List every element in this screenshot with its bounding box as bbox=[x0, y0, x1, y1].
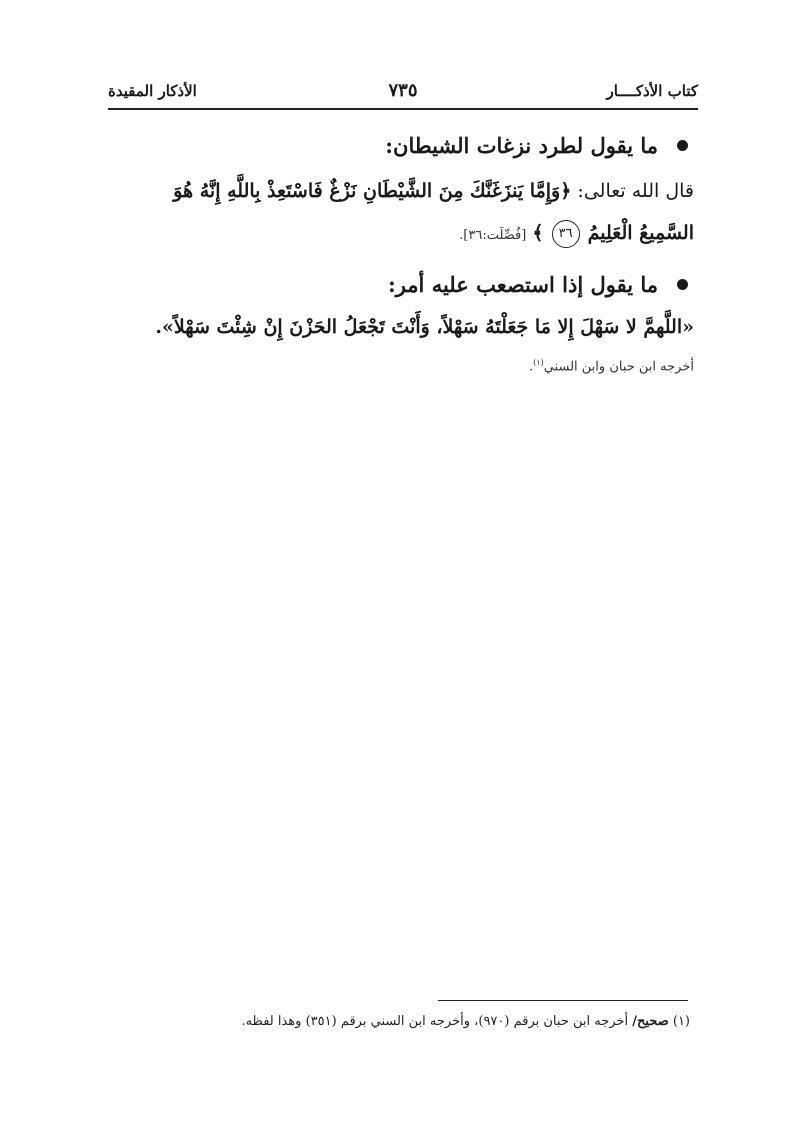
verse-text: ﴿وَإِمَّا يَنزَغَنَّكَ مِنَ الشَّيْطَانِ نَزْغٌ فَاسْتَعِذْ بِاللَّهِ إِنَّهُ هُوَ السَّمِيعُ الْعَلِيمُ bbox=[173, 180, 694, 244]
verse-close-bracket: ﴾ bbox=[532, 222, 544, 244]
page-content bbox=[112, 128, 694, 381]
footnote-grade: صحيح/ bbox=[632, 1014, 669, 1029]
section-heading-difficulty bbox=[112, 267, 694, 303]
source-text: أخرجه ابن حبان وابن السني bbox=[543, 359, 694, 375]
verse-reference: [فُصِّلَت:٣٦]. bbox=[459, 228, 527, 243]
dua-text: «اللَّهمَّ لا سَهْلَ إِلا مَا جَعَلْتَهُ سَهْلاً، وَأَنْتَ تَجْعَلُ الحَزْنَ إِنْ شِئْتَ سَهْلاً». bbox=[155, 316, 694, 338]
book-title: كتاب الأذكــــار bbox=[606, 82, 698, 100]
page-number: ٧٣٥ bbox=[388, 80, 418, 101]
running-header bbox=[108, 80, 698, 106]
footnote bbox=[190, 1014, 690, 1029]
bullet-icon bbox=[677, 279, 688, 290]
header-divider bbox=[108, 108, 698, 110]
quran-verse-paragraph bbox=[112, 170, 694, 257]
ayah-number-icon: ٣٦ bbox=[552, 220, 580, 248]
footnote-divider bbox=[438, 1000, 688, 1001]
section-heading-text: ما يقول لطرد نزغات الشيطان: bbox=[385, 133, 658, 158]
bullet-icon bbox=[677, 140, 688, 151]
verse-intro: قال الله تعالى: bbox=[577, 180, 694, 202]
chapter-title: الأذكار المقيدة bbox=[108, 82, 197, 100]
footnote-text: أخرجه ابن حبان برقم (٩٧٠)، وأخرجه ابن السني برقم (٣٥١) وهذا لفظه. bbox=[241, 1014, 629, 1029]
section-heading-text: ما يقول إذا استصعب عليه أمر: bbox=[387, 272, 658, 297]
source-end: . bbox=[529, 359, 534, 375]
footnote-marker[interactable]: (١) bbox=[533, 358, 544, 367]
hadith-source bbox=[112, 349, 694, 381]
footnote-marker-label: (١) bbox=[672, 1014, 690, 1029]
section-heading-shaytan bbox=[112, 128, 694, 164]
